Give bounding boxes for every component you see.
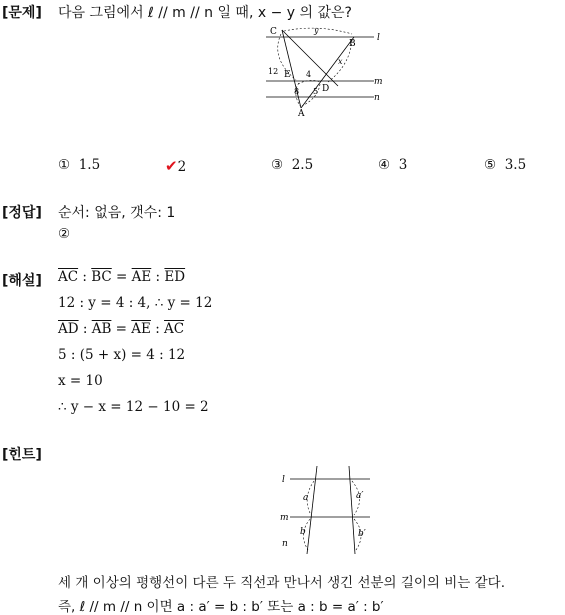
line-label-l: l xyxy=(377,33,380,43)
hint-line-label-m: m xyxy=(280,513,289,523)
hint-segment-a-prime: a′ xyxy=(356,491,364,501)
segment-label-8: 8 xyxy=(294,87,300,96)
problem-figure xyxy=(262,20,387,120)
explanation-term: $\overline{AB}$ xyxy=(91,321,112,337)
explanation-term: = xyxy=(111,321,132,337)
choice-3[interactable] xyxy=(271,157,313,173)
explanation-term: $\overline{AC}$ xyxy=(164,321,185,337)
choice-1-mark: ① xyxy=(58,157,71,173)
answer-info: 순서: 없음, 갯수: 1 xyxy=(58,205,176,221)
explanation-term: 12 : y = 4 : 4, ∴ y = 12 xyxy=(58,295,213,311)
hint-text-2 xyxy=(58,595,384,615)
explanation-term: x = 10 xyxy=(58,373,103,389)
point-label-a: A xyxy=(298,109,305,119)
problem-tag: [문제] xyxy=(2,5,42,21)
point-label-d: D xyxy=(322,84,330,94)
hint-text-1: 세 개 이상의 평행선이 다른 두 직선과 만나서 생긴 선분의 길이의 비는 같다. xyxy=(58,575,506,591)
explanation-term: $\overline{ED}$ xyxy=(164,269,186,285)
explanation-term: ∴ y − x = 12 − 10 = 2 xyxy=(58,399,209,415)
segment-label-5: 5 xyxy=(313,87,319,96)
explanation-line xyxy=(58,268,212,294)
hint-line-label-n: n xyxy=(282,539,288,549)
explanation-tag: [해설] xyxy=(2,273,42,289)
choice-4[interactable] xyxy=(378,157,407,173)
point-label-e: E xyxy=(284,70,291,80)
hint-text-2-mid: 또는 xyxy=(262,599,298,615)
hint-figure xyxy=(278,462,374,556)
explanation-line xyxy=(58,372,212,398)
explanation-term: $\overline{AE}$ xyxy=(131,321,151,337)
explanation-term: $\overline{AC}$ xyxy=(58,269,79,285)
answer-value: ② xyxy=(58,226,71,242)
line-label-n: n xyxy=(374,93,380,103)
explanation-line xyxy=(58,294,212,320)
choice-5-mark: ⑤ xyxy=(484,157,497,173)
choice-3-mark: ③ xyxy=(271,157,284,173)
explanation-term: $\overline{AE}$ xyxy=(131,269,152,285)
segment-ca xyxy=(282,30,301,108)
choice-2[interactable] xyxy=(165,157,186,175)
choice-2-text: 2 xyxy=(177,159,187,175)
choice-3-text: 2.5 xyxy=(291,157,314,173)
choice-4-mark: ④ xyxy=(378,157,391,173)
explanation-body xyxy=(58,268,212,424)
hint-tag: [힌트] xyxy=(2,447,42,463)
check-icon: ✔ xyxy=(165,157,178,175)
explanation-line xyxy=(58,320,212,346)
segment-label-y: y xyxy=(314,26,319,35)
explanation-term: : xyxy=(78,321,92,337)
choice-5[interactable] xyxy=(484,157,526,173)
explanation-term: : xyxy=(150,321,165,337)
hint-text-2-math: 즉, ℓ // m // n 이면 a : a′ = b : b′ xyxy=(58,599,263,615)
hint-segment-b-prime: b′ xyxy=(358,529,366,539)
explanation-line xyxy=(58,346,212,372)
line-label-m: m xyxy=(374,77,383,87)
point-label-b: B xyxy=(349,39,356,49)
answer-tag: [정답] xyxy=(2,205,42,221)
hint-text-2-end: a : b = a′ : b′ xyxy=(297,599,384,615)
point-label-c: C xyxy=(270,27,277,37)
explanation-term: $\overline{AD}$ xyxy=(58,321,79,337)
hint-line-label-l: l xyxy=(282,475,285,485)
segment-label-4: 4 xyxy=(306,70,312,79)
choice-1[interactable] xyxy=(58,157,100,173)
segment-label-x: x xyxy=(338,57,343,66)
choice-4-text: 3 xyxy=(398,157,408,173)
hint-segment-a: a xyxy=(303,493,309,503)
choice-1-text: 1.5 xyxy=(78,157,101,173)
hint-segment-b: b xyxy=(300,527,306,537)
explanation-term: $\overline{BC}$ xyxy=(91,269,112,285)
explanation-line xyxy=(58,398,212,424)
choice-5-text: 3.5 xyxy=(504,157,527,173)
explanation-term: = xyxy=(111,269,132,285)
explanation-term: 5 : (5 + x) = 4 : 12 xyxy=(58,347,186,363)
explanation-term: : xyxy=(78,269,92,285)
question-text: 다음 그림에서 ℓ // m // n 일 때, x − y 의 값은? xyxy=(58,5,352,21)
explanation-term: : xyxy=(151,269,165,285)
segment-label-12: 12 xyxy=(268,67,279,76)
